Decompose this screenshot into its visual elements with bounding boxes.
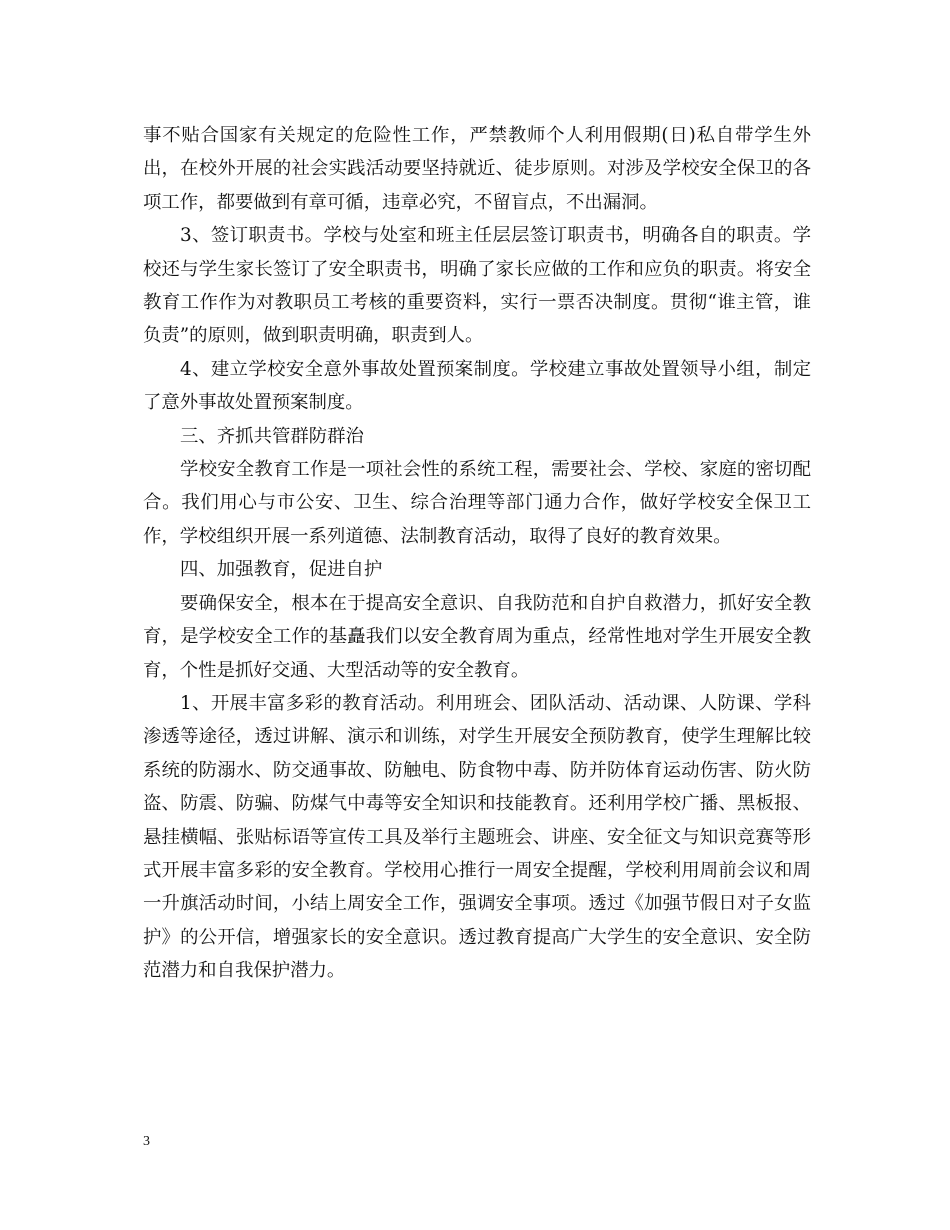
page-number: 3 xyxy=(143,1134,150,1149)
document-body xyxy=(143,119,811,988)
section-heading-joint-management: 三、齐抓共管群防群治 xyxy=(180,425,364,447)
paragraph-sign-responsibility: 3、签订职责书。学校与处室和班主任层层签订职责书，明确各自的职责。学校还与学生家长签订了安全职责书，明确了家长应做的工作和应负的职责。将安全教育工作作为对教职员工考核的重要资料，实行一票否决制度。贯彻“谁主管，谁负责”的原则，做到职责明确，职责到人。 xyxy=(143,225,811,347)
paragraph-continuation: 事不贴合国家有关规定的危险性工作，严禁教师个人利用假期(日)私自带学生外出，在校外开展的社会实践活动要坚持就近、徒步原则。对涉及学校安全保卫的各项工作，都要做到有章可循，违章必究，不留盲点，不出漏洞。 xyxy=(143,125,811,213)
section-heading-strengthen-education: 四、加强教育，促进自护 xyxy=(180,559,383,581)
paragraph-education-activities: 1、开展丰富多彩的教育活动。利用班会、团队活动、活动课、人防课、学科渗透等途径，透过讲解、演示和训练，对学生开展安全预防教育，使学生理解比较系统的防溺水、防交通事故、防触电、防食物中毒、防并防体育运动伤害、防火防盗、防震、防骗、防煤气中毒等安全知识和技能教育。还利用学校广播、黑板报、悬挂横幅、张贴标语等宣传工具及举行主题班会、讲座、安全征文与知识竞赛等形式开展丰富多彩的安全教育。学校用心推行一周安全提醒，学校利用周前会议和周一升旗活动时间，小结上周安全工作，强调安全事项。透过《加强节假日对子女监护》的公开信，增强家长的安全意识。透过教育提高广大学生的安全意识、安全防范潜力和自我保护潜力。 xyxy=(143,692,811,982)
paragraph-social-cooperation: 学校安全教育工作是一项社会性的系统工程，需要社会、学校、家庭的密切配合。我们用心与市公安、卫生、综合治理等部门通力合作，做好学校安全保卫工作，学校组织开展一系列道德、法制教育活动，取得了良好的教育效果。 xyxy=(143,459,811,547)
paragraph-emergency-plan: 4、建立学校安全意外事故处置预案制度。学校建立事故处置领导小组，制定了意外事故处置预案制度。 xyxy=(143,358,811,414)
paragraph-safety-awareness: 要确保安全，根本在于提高安全意识、自我防范和自护自救潜力，抓好安全教育，是学校安全工作的基矗我们以安全教育周为重点，经常性地对学生开展安全教育，个性是抓好交通、大型活动等的安全教育。 xyxy=(143,592,811,681)
